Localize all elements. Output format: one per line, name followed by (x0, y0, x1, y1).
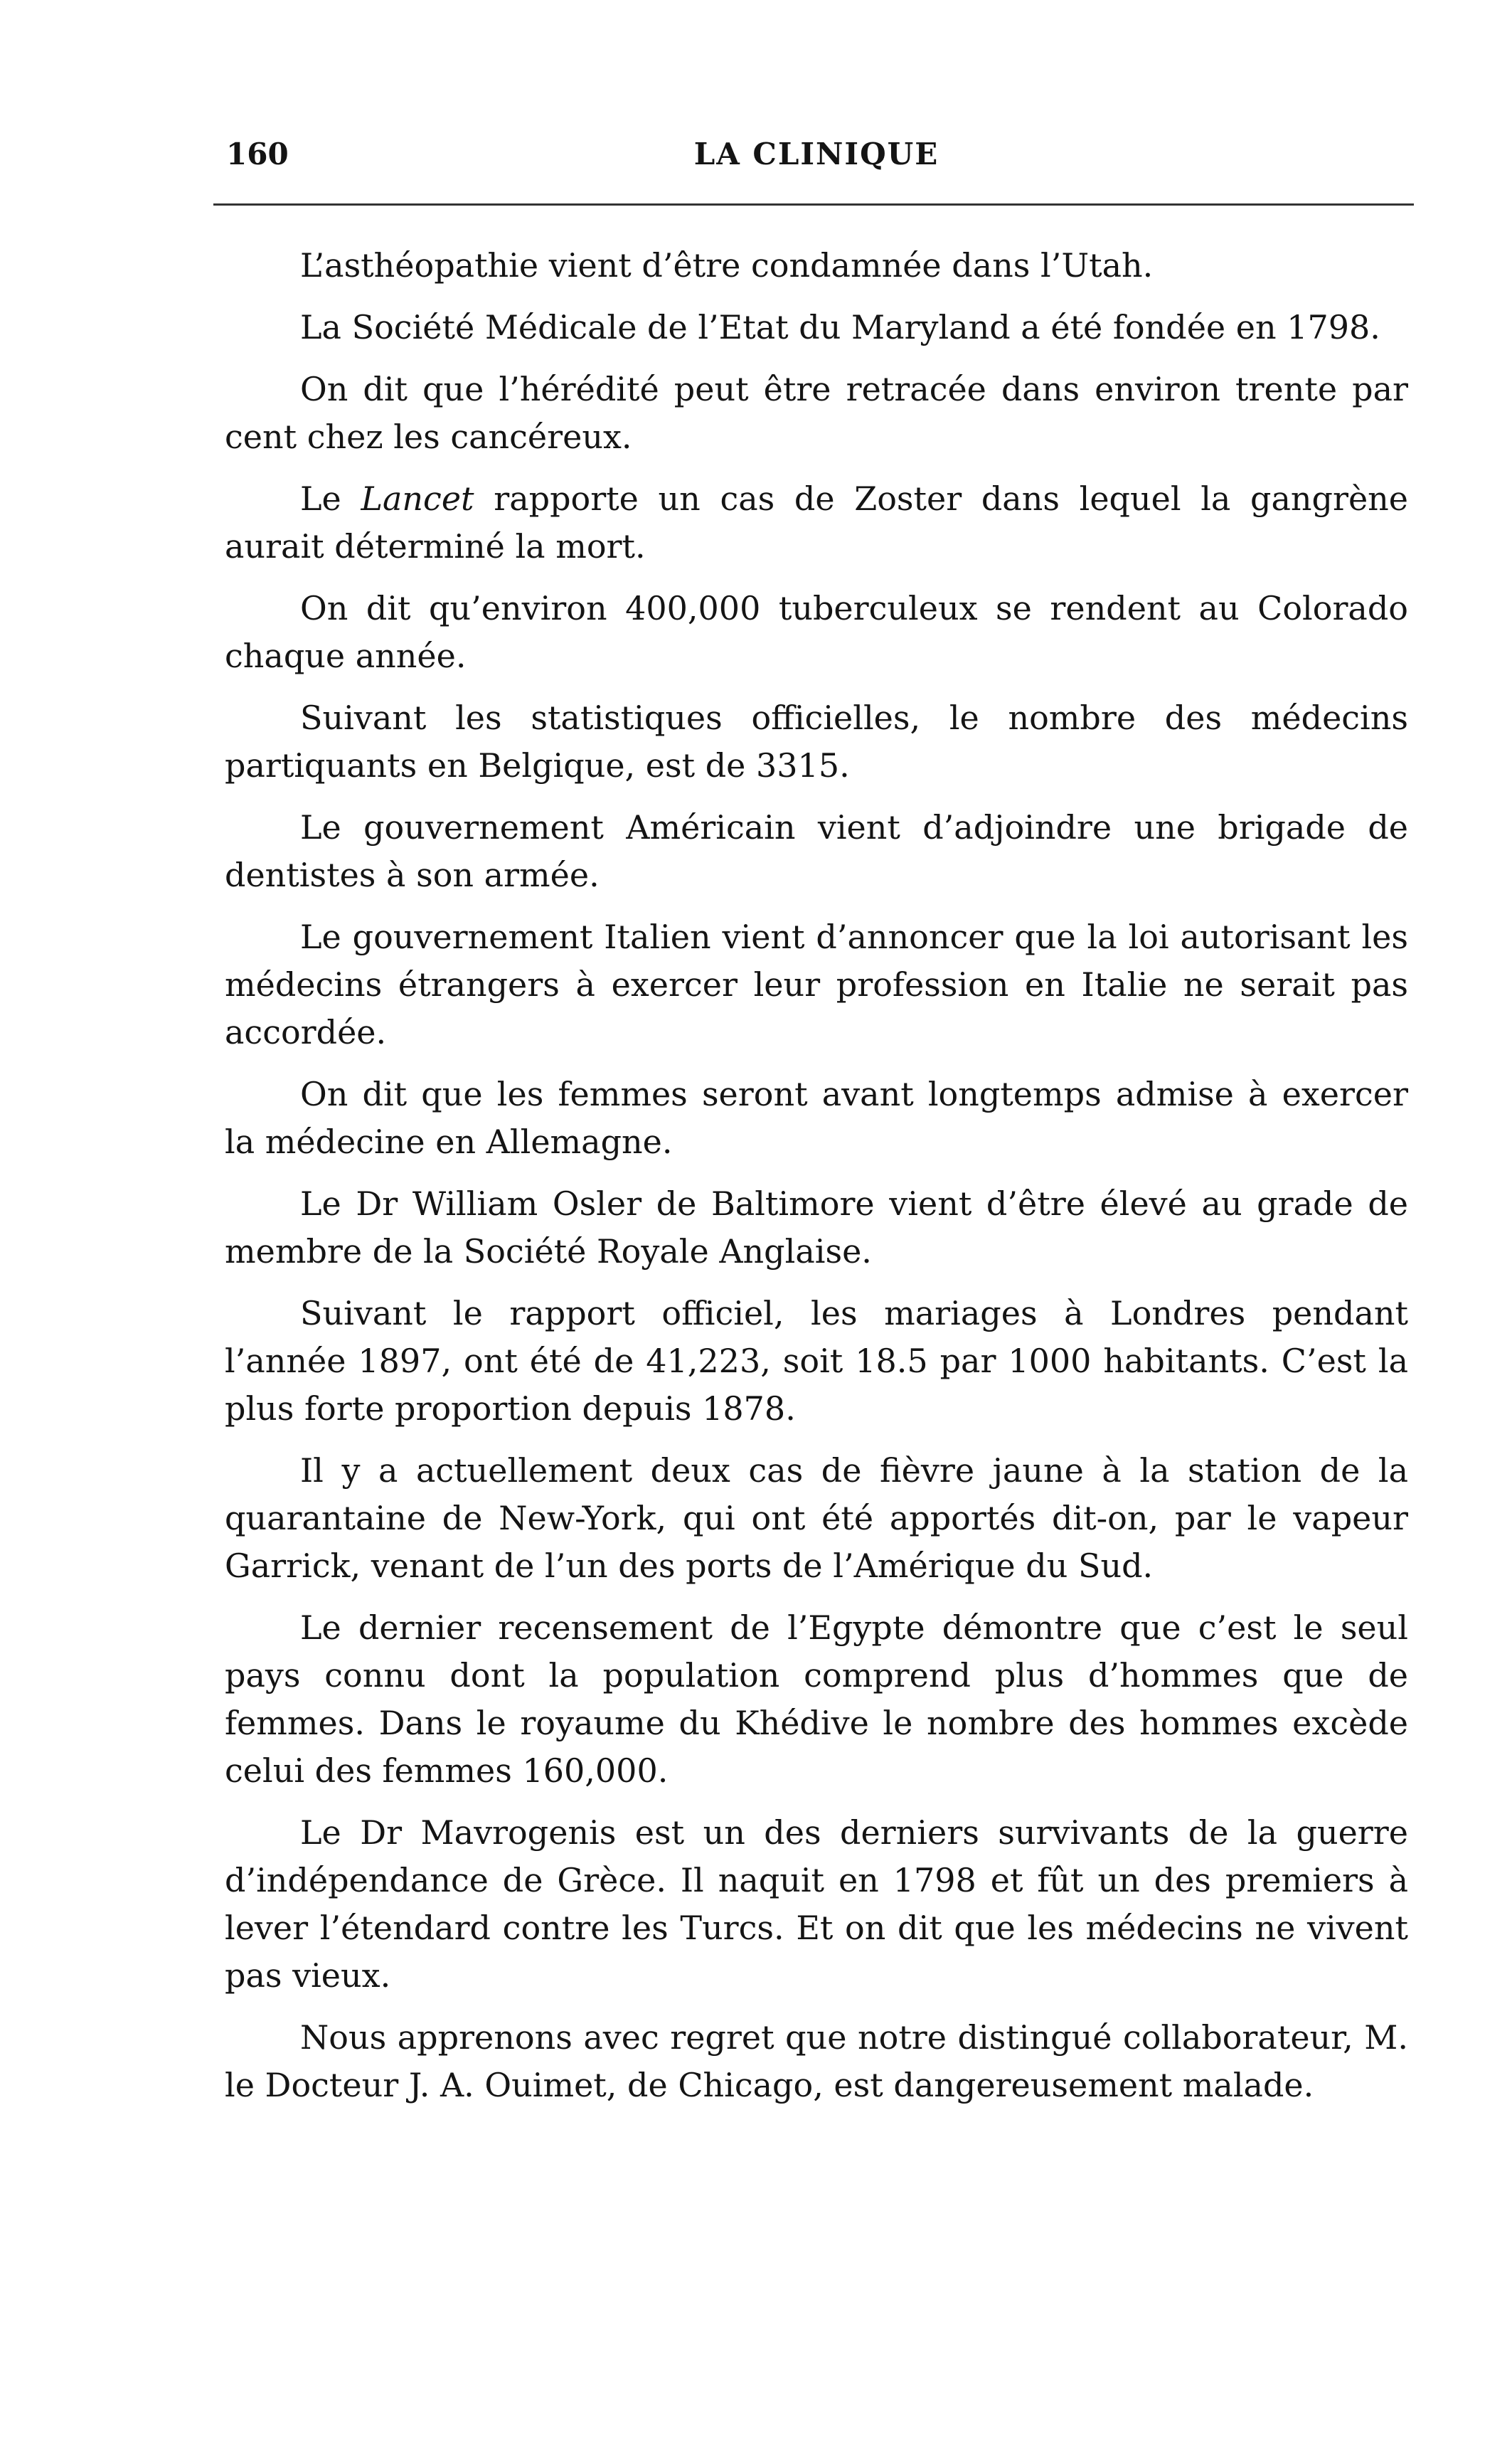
paragraph-belgium: Suivant les statistiques officielles, le nombre des médecins partiquants en Belgique, est de 3315. (225, 699, 1408, 785)
lancet-text: rapporte un cas de Zoster dans lequel la gangrène aurait déterminé la mort. (225, 479, 1409, 566)
paragraph-colorado: On dit qu’environ 400,000 tuberculeux se rendent au Colorado chaque année. (225, 589, 1408, 675)
paragraph-yellow-fever: Il y a actuellement deux cas de fièvre jaune à la station de la quarantaine de New-York, qui ont été apportés dit-on, par le vapeur Garrick, venant de l’un des ports de l’Amérique du Sud. (225, 1451, 1408, 1585)
news-column (225, 242, 1408, 2123)
paragraph-germany: On dit que les femmes seront avant longtemps admise à exercer la médecine en Allemagne. (225, 1075, 1408, 1161)
running-title: LA CLINIQUE (693, 137, 939, 171)
paragraph-maryland: La Société Médicale de l’Etat du Maryland a été fondée en 1798. (300, 308, 1380, 346)
paragraph-egypt: Le dernier recensement de l’Egypte démontre que c’est le seul pays connu dont la population comprend plus d’hommes que de femmes. Dans le royaume du Khédive le nombre des hommes excède celui des femmes 160,000. (225, 1608, 1408, 1790)
paragraph-lancet (225, 475, 1408, 571)
paragraph-heredity: On dit que l’hérédité peut être retracée dans environ trente par cent chez les cancéreux. (225, 370, 1408, 456)
paragraph-mavrogenis: Le Dr Mavrogenis est un des derniers survivants de la guerre d’indépendance de Grèce. Il naquit en 1798 et fût un des premiers à lever l’étendard contre les Turcs. Et on dit que les médecins ne vivent pas vieux. (225, 1813, 1408, 1995)
paragraph-dentists: Le gouvernement Américain vient d’adjoindre une brigade de dentistes à son armée. (225, 808, 1408, 894)
paragraph-london: Suivant le rapport officiel, les mariages à Londres pendant l’année 1897, ont été de 41,223, soit 18.5 par 1000 habitants. C’est la plus forte proportion depuis 1878. (225, 1294, 1408, 1428)
page-header (226, 137, 1407, 186)
lancet-title: Lancet (361, 479, 474, 518)
lancet-prefix: Le (300, 479, 341, 518)
paragraph-ouimet: Nous apprenons avec regret que notre distingué collaborateur, M. le Docteur J. A. Ouimet, de Chicago, est dangereusement malade. (225, 2018, 1408, 2104)
header-rule (213, 203, 1414, 206)
paragraph-utah: L’asthéopathie vient d’être condamnée dans l’Utah. (300, 246, 1154, 285)
paragraph-osler: Le Dr William Osler de Baltimore vient d’être élevé au grade de membre de la Société Royale Anglaise. (225, 1184, 1408, 1271)
paragraph-italy: Le gouvernement Italien vient d’annoncer que la loi autorisant les médecins étrangers à exercer leur profession en Italie ne serait pas accordée. (225, 918, 1408, 1051)
page-number: 160 (226, 137, 289, 171)
